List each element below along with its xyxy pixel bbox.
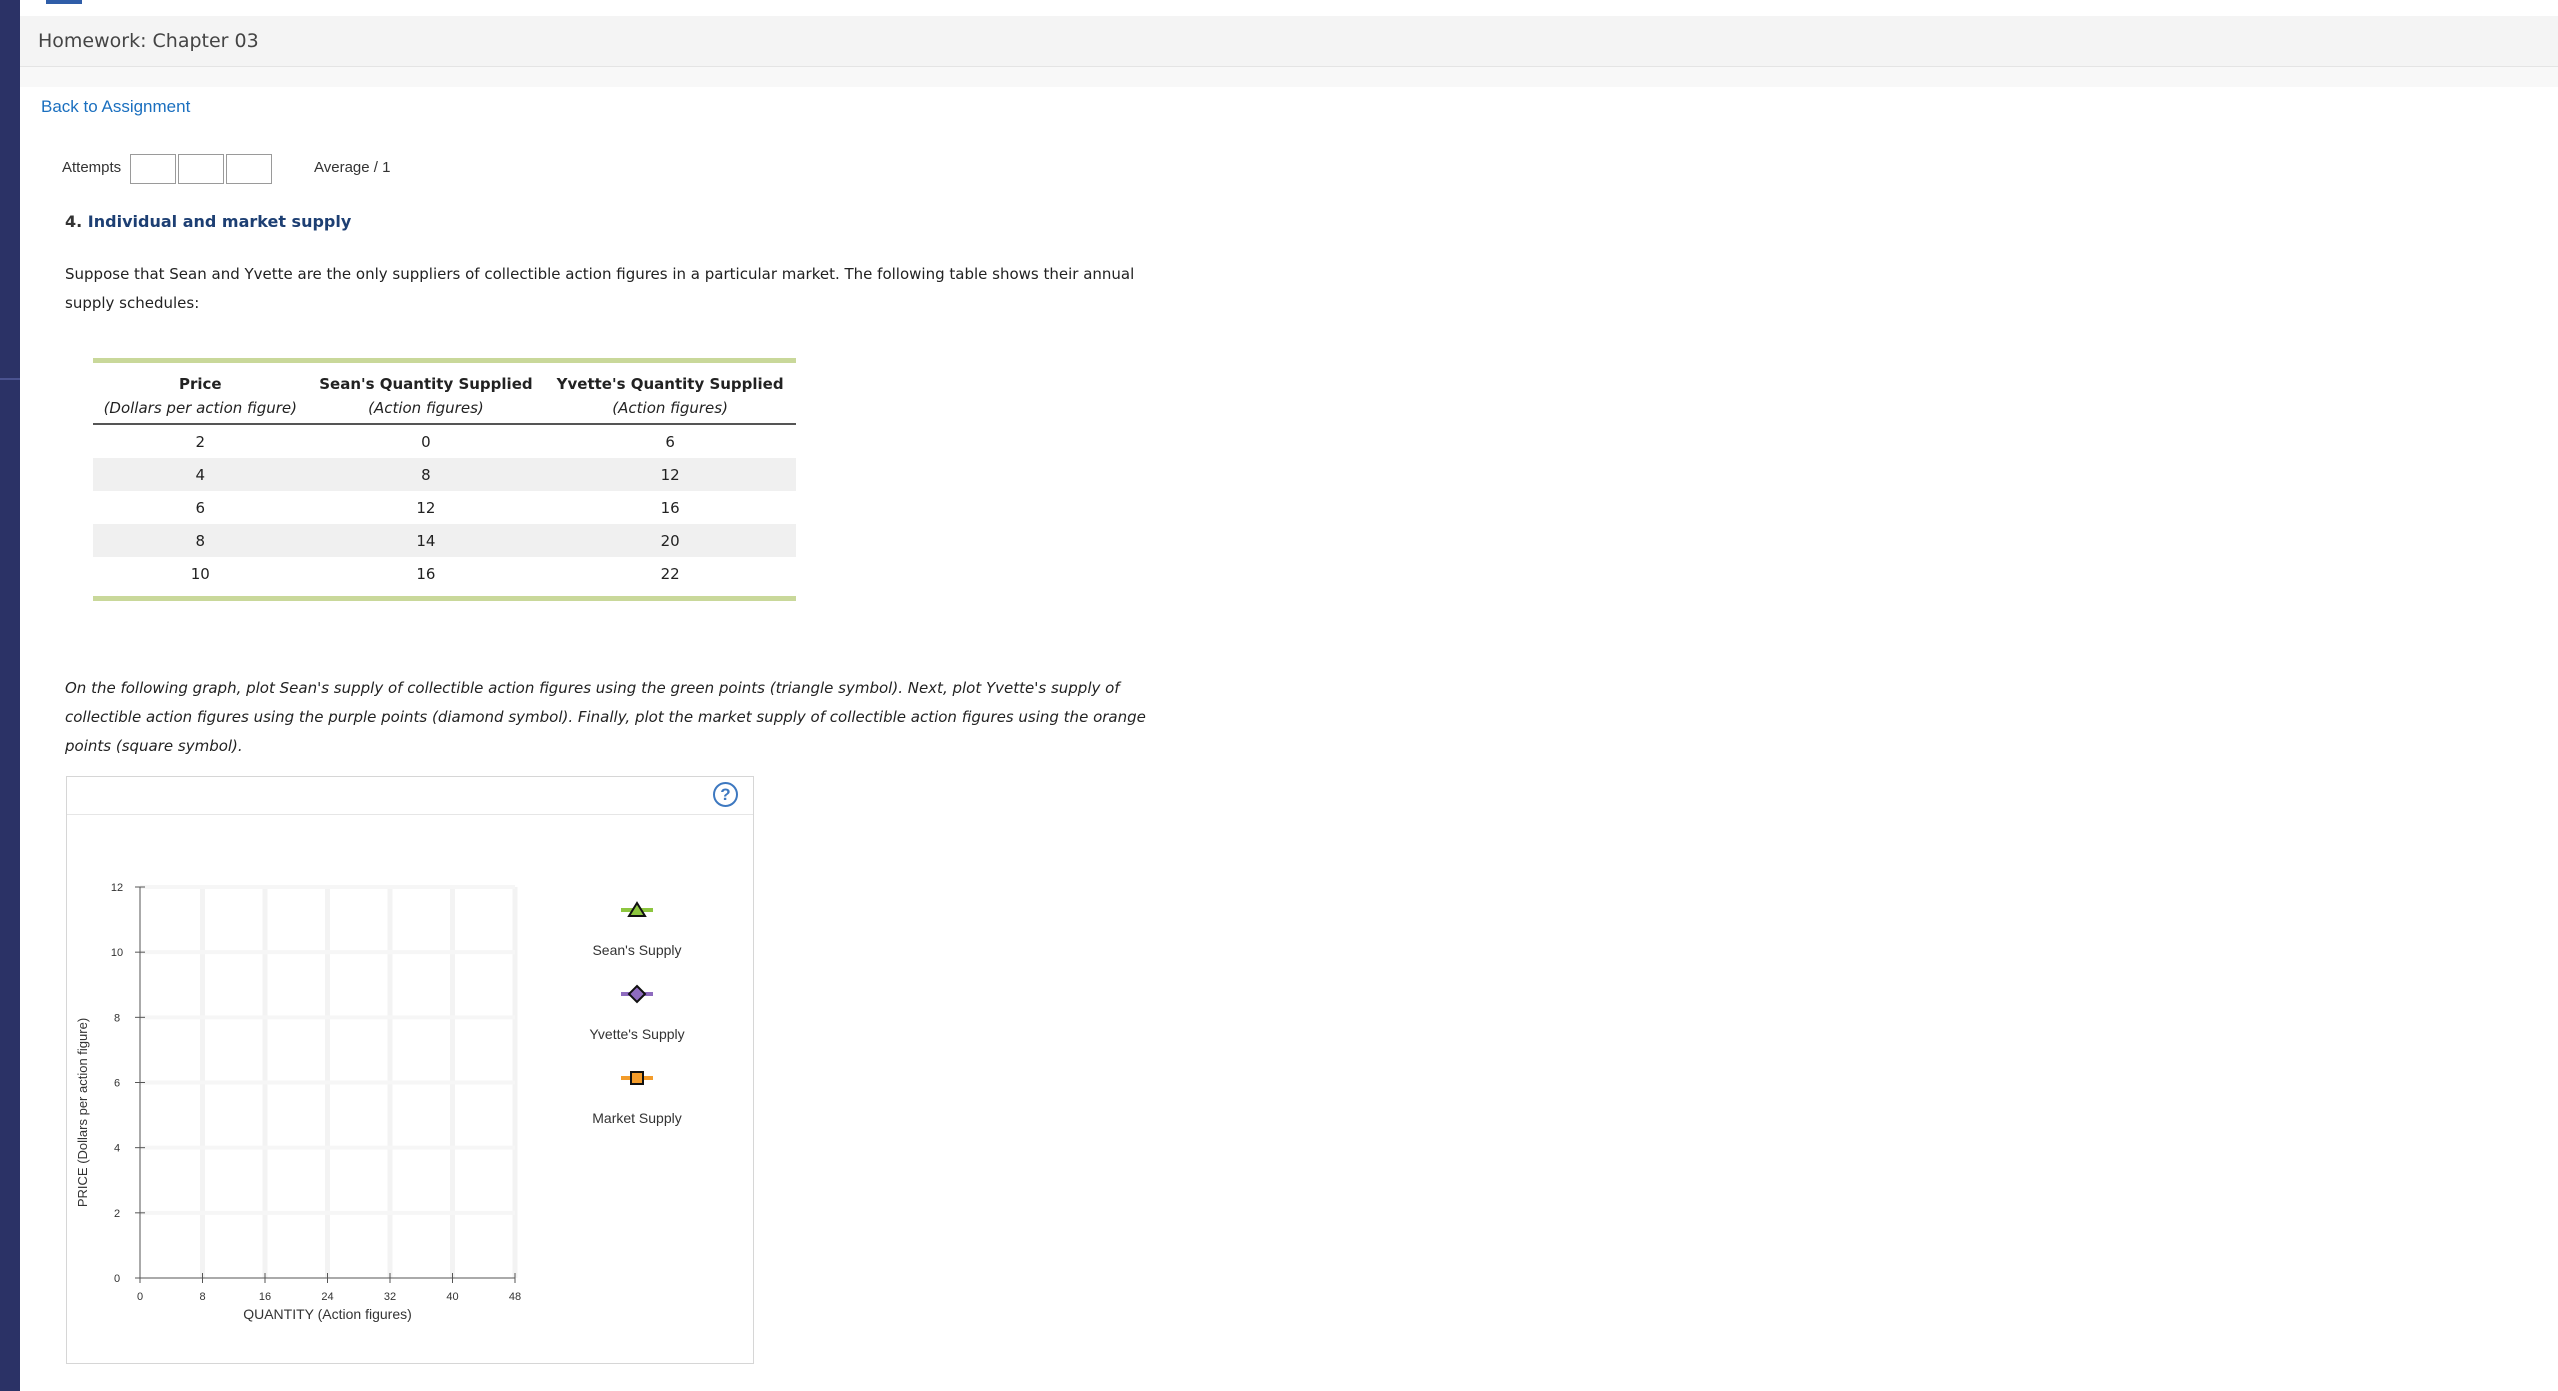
graph-instructions: On the following graph, plot Sean's supply of collectible action figures using the green points (triangle symbol). Next, plot Yvette's supply of collectible action figures using the purple points (diamond symbol). Finally, plot the market supply of collectible action figures using the orange points (square symbol). [65, 679, 1146, 755]
table-bottom-rule [93, 596, 796, 601]
page-title: Homework: Chapter 03 [38, 30, 259, 52]
table-cell: 12 [544, 458, 796, 491]
table-cell: 16 [416, 564, 436, 583]
x-axis-label: QUANTITY (Action figures) [243, 1306, 412, 1322]
table-row [93, 424, 796, 458]
table-header-yvette: Yvette's Quantity Supplied [556, 375, 784, 393]
y-tick-label: 4 [113, 1142, 121, 1155]
attempt-box-2 [178, 154, 224, 184]
y-tick-label: 2 [113, 1207, 121, 1220]
square-marker-icon[interactable] [631, 1072, 643, 1084]
table-cell: 10 [190, 564, 210, 583]
x-tick-label: 0 [136, 1291, 144, 1303]
sub-strip [20, 67, 2558, 87]
question-number: 4. [65, 212, 83, 231]
legend-label: Market Supply [592, 1110, 682, 1126]
question-title [65, 212, 351, 231]
x-tick-label: 48 [508, 1291, 522, 1303]
diamond-marker-icon[interactable] [629, 986, 645, 1002]
top-strip [20, 0, 2558, 16]
question-title-text: Individual and market supply [87, 212, 352, 231]
table-header-price: Price [178, 375, 222, 393]
back-to-assignment-link[interactable]: Back to Assignment [41, 97, 191, 116]
table-row [93, 491, 796, 524]
x-tick-label: 8 [199, 1291, 206, 1303]
question-circle-icon[interactable]: ? [713, 782, 738, 807]
question-prompt: Suppose that Sean and Yvette are the only suppliers of collectible action figures in a particular market. The following table shows their annual supply schedules: [65, 265, 1135, 312]
legend-label: Yvette's Supply [589, 1026, 685, 1042]
table-row [93, 557, 796, 590]
table-row [93, 524, 796, 557]
table-cell: 8 [308, 458, 545, 491]
table-cell: 2 [195, 432, 206, 451]
table-cell: 12 [416, 498, 436, 517]
y-tick-label: 6 [113, 1077, 121, 1090]
y-tick-label: 10 [110, 947, 124, 960]
table-units-sean: (Action figures) [308, 397, 545, 424]
x-tick-label: 32 [383, 1291, 397, 1303]
x-tick-label: 16 [258, 1291, 272, 1303]
y-tick-label: 0 [113, 1273, 121, 1285]
average-label: Average / 1 [314, 159, 391, 176]
header-bar [20, 16, 2558, 67]
table-cell: 0 [421, 432, 431, 451]
table-units-price: (Dollars per action figure) [93, 397, 308, 424]
top-accent [46, 0, 82, 4]
table-row [93, 458, 796, 491]
table-cell: 16 [660, 498, 680, 517]
attempt-box-1 [130, 154, 176, 184]
x-tick-label: 40 [446, 1291, 459, 1303]
y-tick-label: 8 [113, 1012, 121, 1025]
table-cell: 8 [93, 524, 308, 557]
table-cell: 22 [660, 564, 680, 583]
left-sidebar [0, 0, 20, 1391]
supply-schedule-table [93, 358, 796, 601]
table-cell: 6 [665, 432, 675, 451]
table-cell: 14 [308, 524, 545, 557]
table-header-sean: Sean's Quantity Supplied [319, 375, 533, 393]
supply-graph[interactable] [67, 777, 753, 1363]
table-cell: 6 [195, 498, 206, 517]
table-cell: 4 [93, 458, 308, 491]
y-tick-label: 12 [110, 882, 124, 894]
attempt-box-3 [226, 154, 272, 184]
sidebar-divider [0, 378, 20, 380]
table-units-yvette: (Action figures) [544, 397, 796, 424]
table-cell: 20 [544, 524, 796, 557]
y-axis-label: PRICE (Dollars per action figure) [75, 1017, 90, 1208]
attempts-label: Attempts [62, 159, 122, 176]
graph-panel [66, 776, 754, 1364]
x-tick-label: 24 [321, 1291, 334, 1303]
legend-label: Sean's Supply [592, 942, 682, 958]
